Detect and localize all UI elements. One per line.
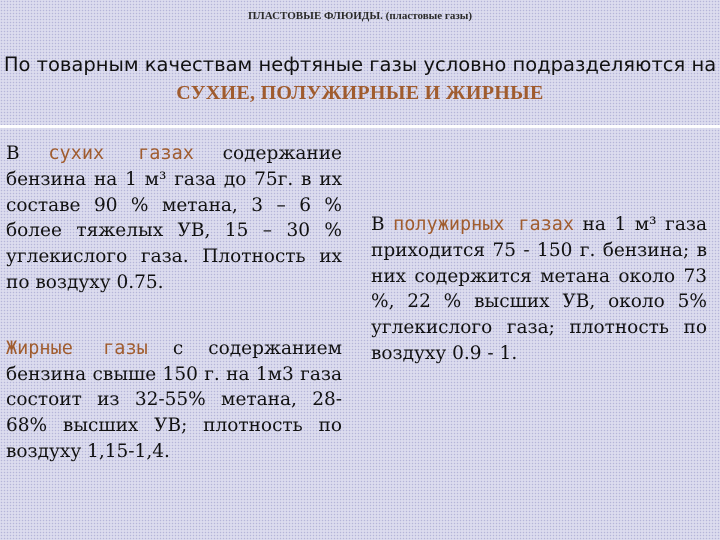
right-column	[371, 212, 707, 367]
gas-categories-heading: СУХИЕ, ПОЛУЖИРНЫЕ И ЖИРНЫЕ	[176, 82, 544, 104]
dry-gas-text: содержание бензина на 1 м³ газа до 75г. в их составе 90 % метана, 3 – 6 % более тяжелых УВ, 15 – 30 % углекислого газа. Плотность их по воздуху 0.75.	[6, 143, 342, 293]
left-column	[6, 141, 342, 465]
dry-gas-paragraph	[6, 141, 342, 296]
dry-lead: В	[6, 143, 49, 164]
fat-gas-paragraph	[6, 336, 342, 465]
semi-fat-gas-term: полужирных газах	[393, 214, 575, 235]
semi-fat-gas-paragraph	[371, 212, 707, 367]
intro-text	[0, 50, 720, 107]
semi-lead: В	[371, 214, 394, 235]
slide-header: ПЛАСТОВЫЕ ФЛЮИДЫ. (пластовые газы)	[247, 10, 473, 22]
divider-line	[0, 125, 720, 128]
dry-gas-term: сухих газах	[48, 143, 194, 164]
fat-gas-text: с содержанием бензина свыше 150 г. на 1м3 газа состоит из 32-55% метана, 28-68% высших УВ; плотность по воздуху 1,15-1,4.	[6, 337, 342, 462]
fat-gas-term: Жирные газы	[6, 337, 148, 359]
semi-fat-gas-text: на 1 м³ газа приходится 75 - 150 г. бензина; в них содержится метана около 73 %, 22 % высших УВ, около 5% углекислого газа; плотность по воздуху 0.9 - 1.	[371, 214, 707, 364]
intro-line: По товарным качествам нефтяные газы условно подразделяются на	[3, 53, 717, 76]
